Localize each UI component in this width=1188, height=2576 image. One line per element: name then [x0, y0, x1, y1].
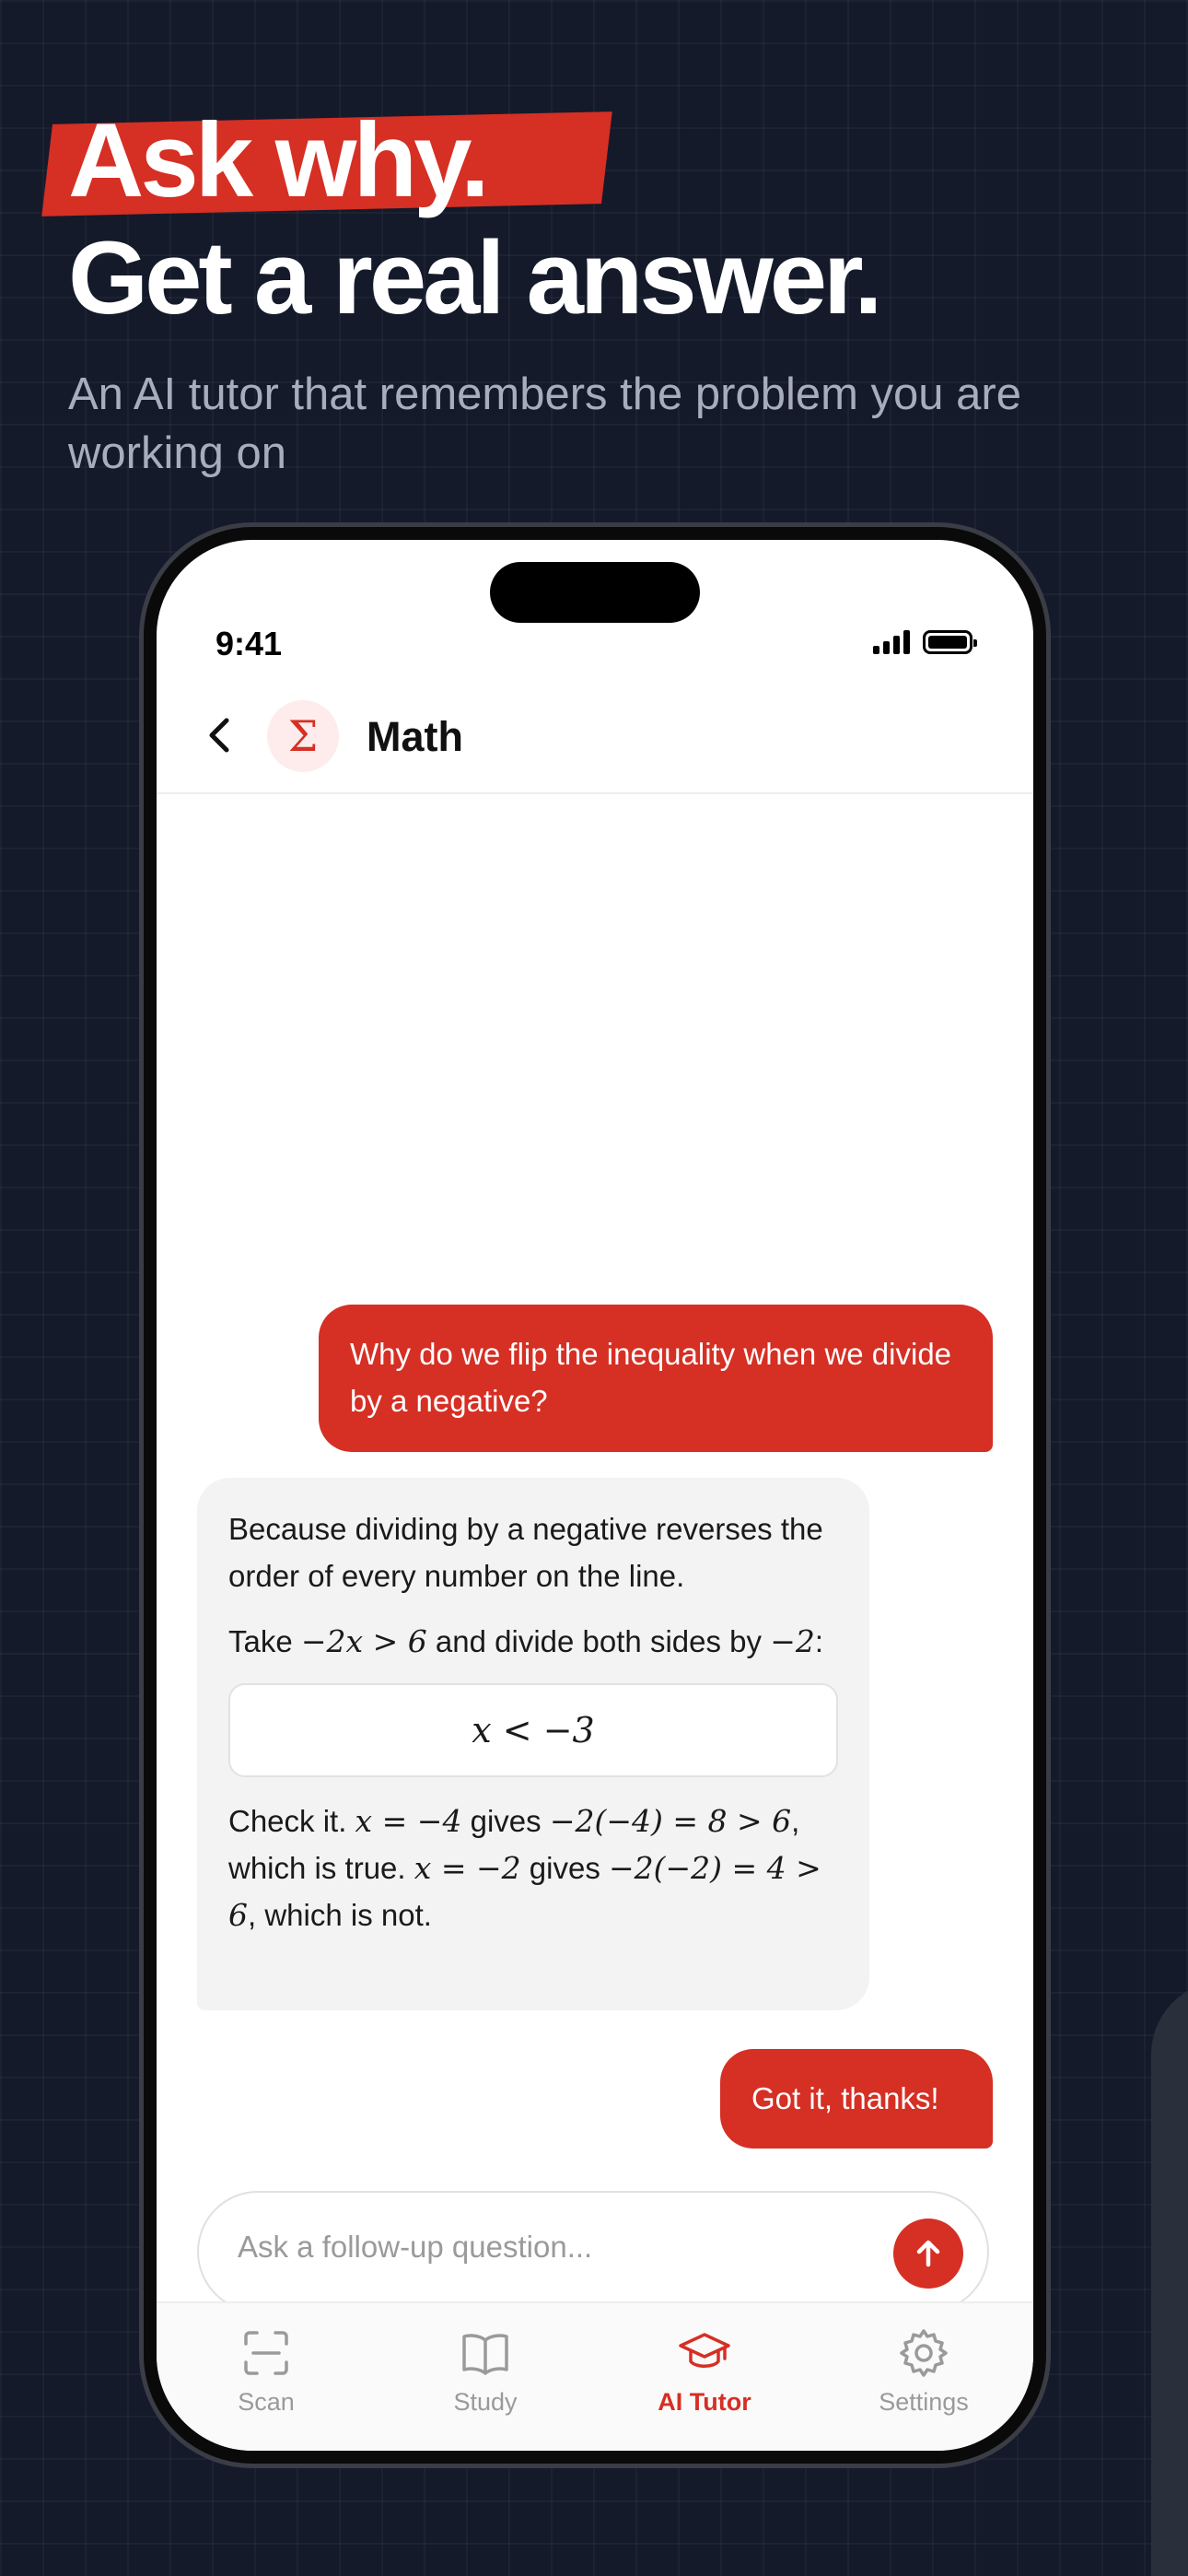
scan-icon — [240, 2327, 292, 2379]
sigma-icon: Σ — [267, 700, 339, 772]
dynamic-island — [490, 562, 700, 623]
back-button[interactable] — [201, 715, 238, 755]
status-time: 9:41 — [215, 625, 283, 662]
background-device-edge — [1151, 1981, 1188, 2576]
tab-scan[interactable] — [157, 2303, 376, 2451]
composer — [197, 2191, 989, 2313]
tab-label: Settings — [879, 2388, 969, 2416]
equation-box: x < −3 — [228, 1683, 838, 1777]
ai-paragraph: Take −2x > 6 and divide both sides by −2: — [228, 1623, 824, 1659]
tab-settings[interactable] — [814, 2303, 1033, 2451]
user-message: Why do we flip the inequality when we divide by a negative? — [319, 1305, 993, 1452]
chevron-left-icon — [201, 715, 238, 755]
tab-bar — [157, 2301, 1033, 2451]
user-message: Got it, thanks! — [720, 2049, 993, 2149]
hero-subtitle: An AI tutor that remembers the problem you are working on — [68, 369, 1021, 478]
ai-message — [197, 1478, 869, 2010]
gear-icon — [898, 2327, 949, 2379]
phone-screen — [157, 540, 1033, 2451]
send-button[interactable] — [893, 2219, 963, 2289]
ai-paragraph: Because dividing by a negative reverses the order of every number on the line. — [228, 1512, 823, 1593]
tab-ai-tutor[interactable] — [595, 2303, 814, 2451]
follow-up-input[interactable] — [238, 2230, 845, 2265]
battery-icon — [923, 630, 973, 654]
highlight-wrap — [68, 102, 486, 219]
status-icons — [873, 630, 973, 654]
signal-icon — [873, 630, 910, 654]
tab-study[interactable] — [376, 2303, 595, 2451]
tab-label: Study — [453, 2388, 518, 2416]
hero — [68, 102, 1136, 483]
hero-headline: Get a real answer. — [68, 220, 879, 335]
tab-label: Scan — [238, 2388, 295, 2416]
hero-highlight: Ask why. — [68, 102, 486, 219]
subject-title: Math — [367, 713, 463, 760]
phone-frame — [144, 527, 1046, 2464]
arrow-up-icon — [912, 2237, 945, 2270]
ai-paragraph: Check it. x = −4 gives −2(−4) = 8 > 6, which is true. x = −2 gives −2(−2) = 4 > 6, which is not. — [228, 1803, 821, 1933]
chat-header — [157, 678, 1033, 794]
tab-label: AI Tutor — [658, 2388, 751, 2416]
book-icon — [460, 2327, 511, 2379]
graduation-cap-icon — [679, 2327, 730, 2379]
